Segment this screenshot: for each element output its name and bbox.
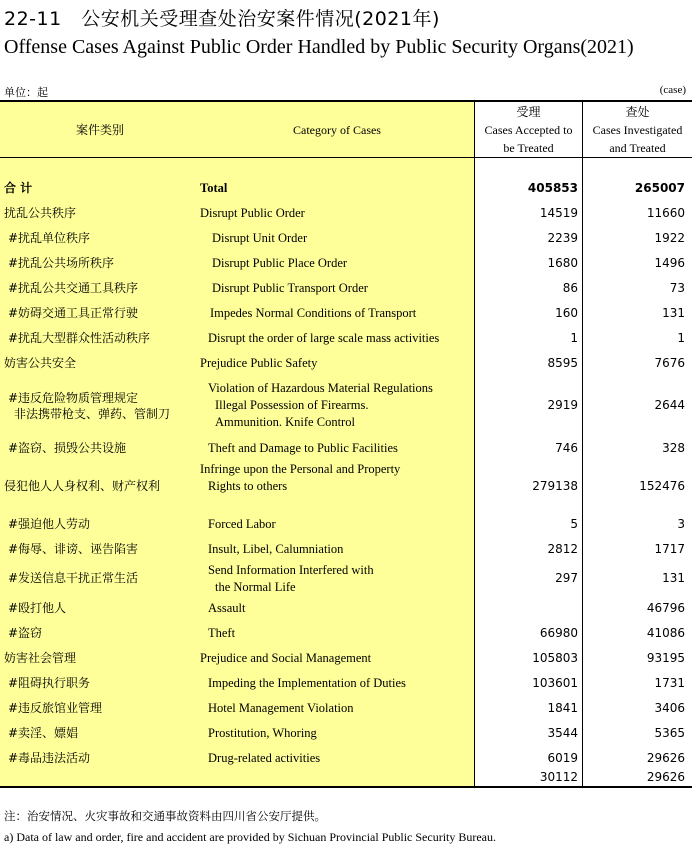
row-en-line2: Rights to others bbox=[208, 479, 288, 493]
row-cn: #妨碍交通工具正常行驶 bbox=[8, 306, 139, 320]
row-en: Forced Labor bbox=[208, 517, 276, 531]
row-accepted: 66980 bbox=[539, 626, 578, 640]
row-investigated: 1 bbox=[677, 331, 685, 345]
table-bottom-rule bbox=[0, 786, 692, 788]
row-en: Disrupt Public Order bbox=[200, 206, 305, 220]
row-investigated: 328 bbox=[662, 441, 685, 455]
row-investigated: 41086 bbox=[646, 626, 685, 640]
row-cn: #扰乱大型群众性活动秩序 bbox=[8, 331, 151, 345]
header-category-cn: 案件类别 bbox=[75, 123, 124, 137]
row-en: Theft bbox=[208, 626, 236, 640]
unit-label-en: (case) bbox=[659, 84, 686, 96]
header-accepted bbox=[475, 103, 582, 157]
row-investigated: 265007 bbox=[634, 181, 685, 195]
row-accepted: 6019 bbox=[547, 751, 578, 765]
row-investigated: 152476 bbox=[639, 479, 685, 493]
row-en: Total bbox=[200, 181, 228, 195]
header-investigated-cn: 查处 bbox=[625, 105, 650, 119]
row-accepted: 105803 bbox=[532, 651, 578, 665]
row-en-line1: Send Information Interfered with bbox=[208, 563, 374, 577]
row-en: Disrupt the order of large scale mass activities bbox=[208, 331, 440, 345]
row-en: Theft and Damage to Public Facilities bbox=[208, 441, 398, 455]
row-en: Prejudice Public Safety bbox=[200, 356, 318, 370]
row-cn: 妨害社会管理 bbox=[4, 651, 77, 665]
row-cn: #侮辱、诽谤、诬告陷害 bbox=[8, 542, 139, 556]
row-investigated: 1717 bbox=[654, 542, 685, 556]
row-en: Prostitution, Whoring bbox=[208, 726, 317, 740]
header-category-en: Category of Cases bbox=[293, 123, 381, 137]
row-accepted: 1680 bbox=[547, 256, 578, 270]
row-investigated: 3 bbox=[677, 517, 685, 531]
row-cn: #扰乱公共场所秩序 bbox=[8, 256, 115, 270]
row-investigated: 73 bbox=[669, 281, 685, 295]
row-en: Impedes Normal Conditions of Transport bbox=[210, 306, 417, 320]
row-cn: #盗窃、损毁公共设施 bbox=[8, 441, 127, 455]
row-cn: #阻碍执行职务 bbox=[8, 676, 91, 690]
row-cn: #违反旅馆业管理 bbox=[8, 701, 103, 715]
row-en: Impeding the Implementation of Duties bbox=[208, 676, 406, 690]
row-accepted: 103601 bbox=[532, 676, 578, 690]
row-en: Drug-related activities bbox=[208, 751, 321, 765]
row-en: Insult, Libel, Calumniation bbox=[208, 542, 344, 556]
row-accepted: 30112 bbox=[539, 770, 578, 784]
column-divider-1 bbox=[474, 102, 475, 786]
row-en: Assault bbox=[208, 601, 246, 615]
row-accepted: 297 bbox=[555, 571, 578, 585]
row-investigated: 1496 bbox=[654, 256, 685, 270]
row-investigated: 29626 bbox=[646, 751, 685, 765]
row-cn: #发送信息干扰正常生活 bbox=[8, 571, 139, 585]
row-accepted: 279138 bbox=[532, 479, 578, 493]
footnote-cn: 注：治安情况、火灾事故和交通事故资料由四川省公安厅提供。 bbox=[4, 809, 326, 823]
row-cn: 侵犯他人人身权利、财产权利 bbox=[4, 479, 161, 493]
page-title-cn: 22-11 公安机关受理查处治安案件情况(2021年) bbox=[4, 8, 440, 30]
row-accepted: 5 bbox=[570, 517, 578, 531]
unit-label-cn: 单位：起 bbox=[4, 86, 48, 99]
row-investigated: 29626 bbox=[646, 770, 685, 784]
row-investigated: 93195 bbox=[646, 651, 685, 665]
row-accepted: 1841 bbox=[547, 701, 578, 715]
row-en: Disrupt Public Place Order bbox=[212, 256, 348, 270]
row-accepted: 2239 bbox=[547, 231, 578, 245]
row-investigated: 1922 bbox=[654, 231, 685, 245]
row-cn: #盗窃 bbox=[8, 626, 43, 640]
row-en-line2: the Normal Life bbox=[215, 580, 296, 594]
row-accepted: 746 bbox=[555, 441, 578, 455]
row-investigated: 5365 bbox=[654, 726, 685, 740]
page-title-en: Offense Cases Against Public Order Handled by Public Security Organs(2021) bbox=[4, 36, 634, 58]
row-accepted: 14519 bbox=[539, 206, 578, 220]
row-cn: 合 计 bbox=[4, 181, 33, 195]
row-en-line1: Violation of Hazardous Material Regulations bbox=[208, 381, 433, 395]
row-investigated: 3406 bbox=[654, 701, 685, 715]
footnote-en: a) Data of law and order, fire and accident are provided by Sichuan Provincial Public Security Bureau. bbox=[4, 830, 497, 844]
row-cn: 扰乱公共秩序 bbox=[4, 206, 77, 220]
row-investigated: 2644 bbox=[654, 398, 685, 412]
row-cn: #殴打他人 bbox=[8, 601, 67, 615]
header-investigated-en: Cases Investigated and Treated bbox=[592, 123, 683, 155]
row-en: Disrupt Public Transport Order bbox=[212, 281, 368, 295]
row-en-line3: Ammunition. Knife Control bbox=[215, 415, 355, 429]
row-en: Hotel Management Violation bbox=[208, 701, 354, 715]
row-investigated: 7676 bbox=[654, 356, 685, 370]
row-en-line2: Illegal Possession of Firearms. bbox=[215, 398, 369, 412]
row-accepted: 2812 bbox=[547, 542, 578, 556]
row-investigated: 46796 bbox=[646, 601, 685, 615]
row-cn: #扰乱单位秩序 bbox=[8, 231, 91, 245]
row-accepted: 8595 bbox=[547, 356, 578, 370]
row-investigated: 11660 bbox=[646, 206, 685, 220]
row-accepted: 86 bbox=[562, 281, 578, 295]
row-cn: #强迫他人劳动 bbox=[8, 517, 91, 531]
header-investigated bbox=[583, 103, 692, 157]
header-accepted-en: Cases Accepted to be Treated bbox=[484, 123, 573, 155]
row-accepted: 160 bbox=[555, 306, 578, 320]
row-cn-line1: #违反危险物质管理规定 bbox=[8, 391, 139, 405]
row-accepted: 3544 bbox=[547, 726, 578, 740]
row-en: Disrupt Unit Order bbox=[212, 231, 308, 245]
row-cn-line2: 非法携带枪支、弹药、管制刀 bbox=[14, 407, 171, 421]
row-accepted: 2919 bbox=[547, 398, 578, 412]
row-cn: 妨害公共安全 bbox=[4, 356, 77, 370]
row-accepted: 1 bbox=[570, 331, 578, 345]
row-cn: #毒品违法活动 bbox=[8, 751, 91, 765]
row-investigated: 131 bbox=[662, 306, 685, 320]
row-accepted: 405853 bbox=[527, 181, 578, 195]
header-separator bbox=[0, 157, 692, 158]
row-en: Prejudice and Social Management bbox=[200, 651, 372, 665]
table-top-rule bbox=[0, 100, 692, 102]
row-cn: #扰乱公共交通工具秩序 bbox=[8, 281, 139, 295]
row-investigated: 131 bbox=[662, 571, 685, 585]
unit-row bbox=[4, 84, 686, 98]
row-en-line1: Infringe upon the Personal and Property bbox=[200, 462, 401, 476]
column-divider-2 bbox=[582, 102, 583, 786]
row-investigated: 1731 bbox=[654, 676, 685, 690]
row-cn: #卖淫、嫖娼 bbox=[8, 726, 79, 740]
header-accepted-cn: 受理 bbox=[516, 105, 541, 119]
